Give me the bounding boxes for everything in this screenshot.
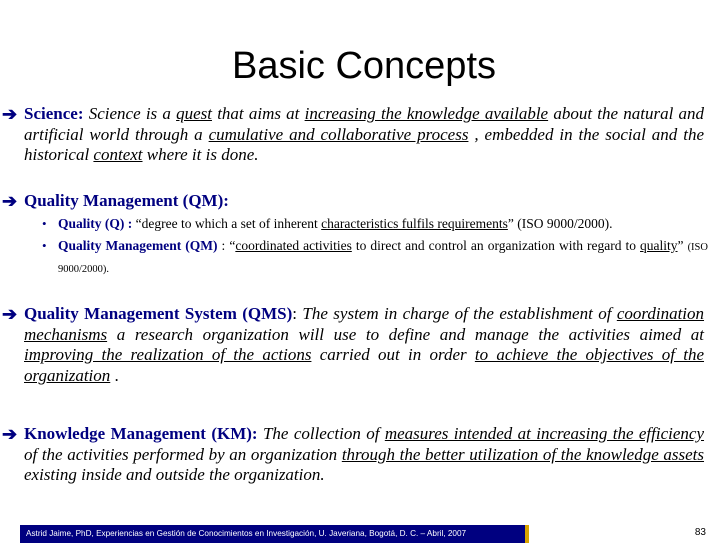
qm-subitem-label: Quality Management (QM) [58, 238, 218, 253]
qm-subitem-text-3: ” [677, 238, 688, 253]
qms-text-1: The system in charge of the establishment of [302, 304, 617, 323]
science-paragraph [2, 104, 705, 166]
qms-underline-2: improving the realization of the actions [24, 345, 312, 364]
science-text-4: , embedded in the social and the historical [24, 124, 704, 164]
qms-text-4: . [114, 365, 119, 385]
km-underline-1: measures intended at increasing the efficiency [384, 424, 705, 443]
qms-colon: : [292, 304, 298, 323]
science-text-3: about the natural and artificial world through a [24, 104, 705, 144]
km-heading: Knowledge Management (KM): [24, 424, 258, 443]
arrow-icon: ➔ [2, 424, 18, 444]
footer-text: Astrid Jaime, PhD, Experiencias en Gestión de Conocimientos en Investigación, U. Javeriana, Bogotá, D. C. – Abril, 2007 [26, 529, 467, 538]
qm-subitem-quality [42, 214, 708, 234]
science-underline-3: cumulative and collaborative process [208, 124, 469, 144]
qm-subitem-underline-1: characteristics fulfils requirements [321, 216, 508, 231]
science-underline-4: context [93, 145, 143, 164]
qms-underline-1: coordination mechanisms [24, 304, 705, 344]
qm-subitem-reference: (ISO 9000/2000). [58, 242, 708, 275]
qm-heading-line [2, 191, 229, 211]
km-paragraph [2, 424, 705, 486]
qm-subitem-label: Quality (Q) : [58, 216, 133, 231]
footer-bar [20, 525, 529, 543]
km-text-2: of the activities performed by an organization [24, 444, 342, 464]
slide-title: Basic Concepts [231, 45, 496, 87]
qm-subitem-text-1: “degree to which a set of inherent [132, 216, 322, 231]
page-number: 83 [694, 527, 706, 538]
science-text-2: that aims at [217, 104, 305, 123]
qm-subitem-text-2: to direct and control an organization with regard to [351, 238, 641, 253]
arrow-icon: ➔ [2, 104, 18, 124]
km-text-3: existing inside and outside the organization. [24, 465, 325, 484]
qm-subitem-text-1: : “ [217, 238, 236, 253]
qm-subitem-quality-management [42, 236, 708, 280]
qm-heading: Quality Management (QM): [24, 191, 229, 210]
qm-subitem-underline-2: quality [640, 238, 678, 253]
science-underline-2: increasing the knowledge available [304, 104, 549, 123]
science-text-1: Science is a [88, 104, 177, 123]
bullet-icon: • [42, 238, 47, 253]
qms-heading: Quality Management System (QMS) [24, 304, 293, 323]
science-underline-1: quest [176, 104, 212, 123]
qms-text-2: a research organization will use to define and manage the activities aimed at [116, 324, 705, 344]
science-text-5: where it is done. [146, 145, 259, 164]
arrow-icon: ➔ [2, 191, 18, 211]
arrow-icon: ➔ [2, 304, 18, 324]
qms-underline-3: to achieve the objectives of the organization [24, 345, 705, 385]
qms-text-3: carried out in order [319, 345, 475, 364]
km-underline-2: through the better utilization of the knowledge assets [341, 444, 705, 464]
qm-subitem-underline-1: coordinated activities [235, 238, 352, 253]
km-text-1: The collection of [262, 424, 385, 443]
science-heading: Science: [24, 104, 84, 123]
bullet-icon: • [42, 216, 47, 231]
qms-paragraph [2, 304, 705, 386]
qm-subitem-text-2: ” (ISO 9000/2000). [507, 216, 613, 231]
